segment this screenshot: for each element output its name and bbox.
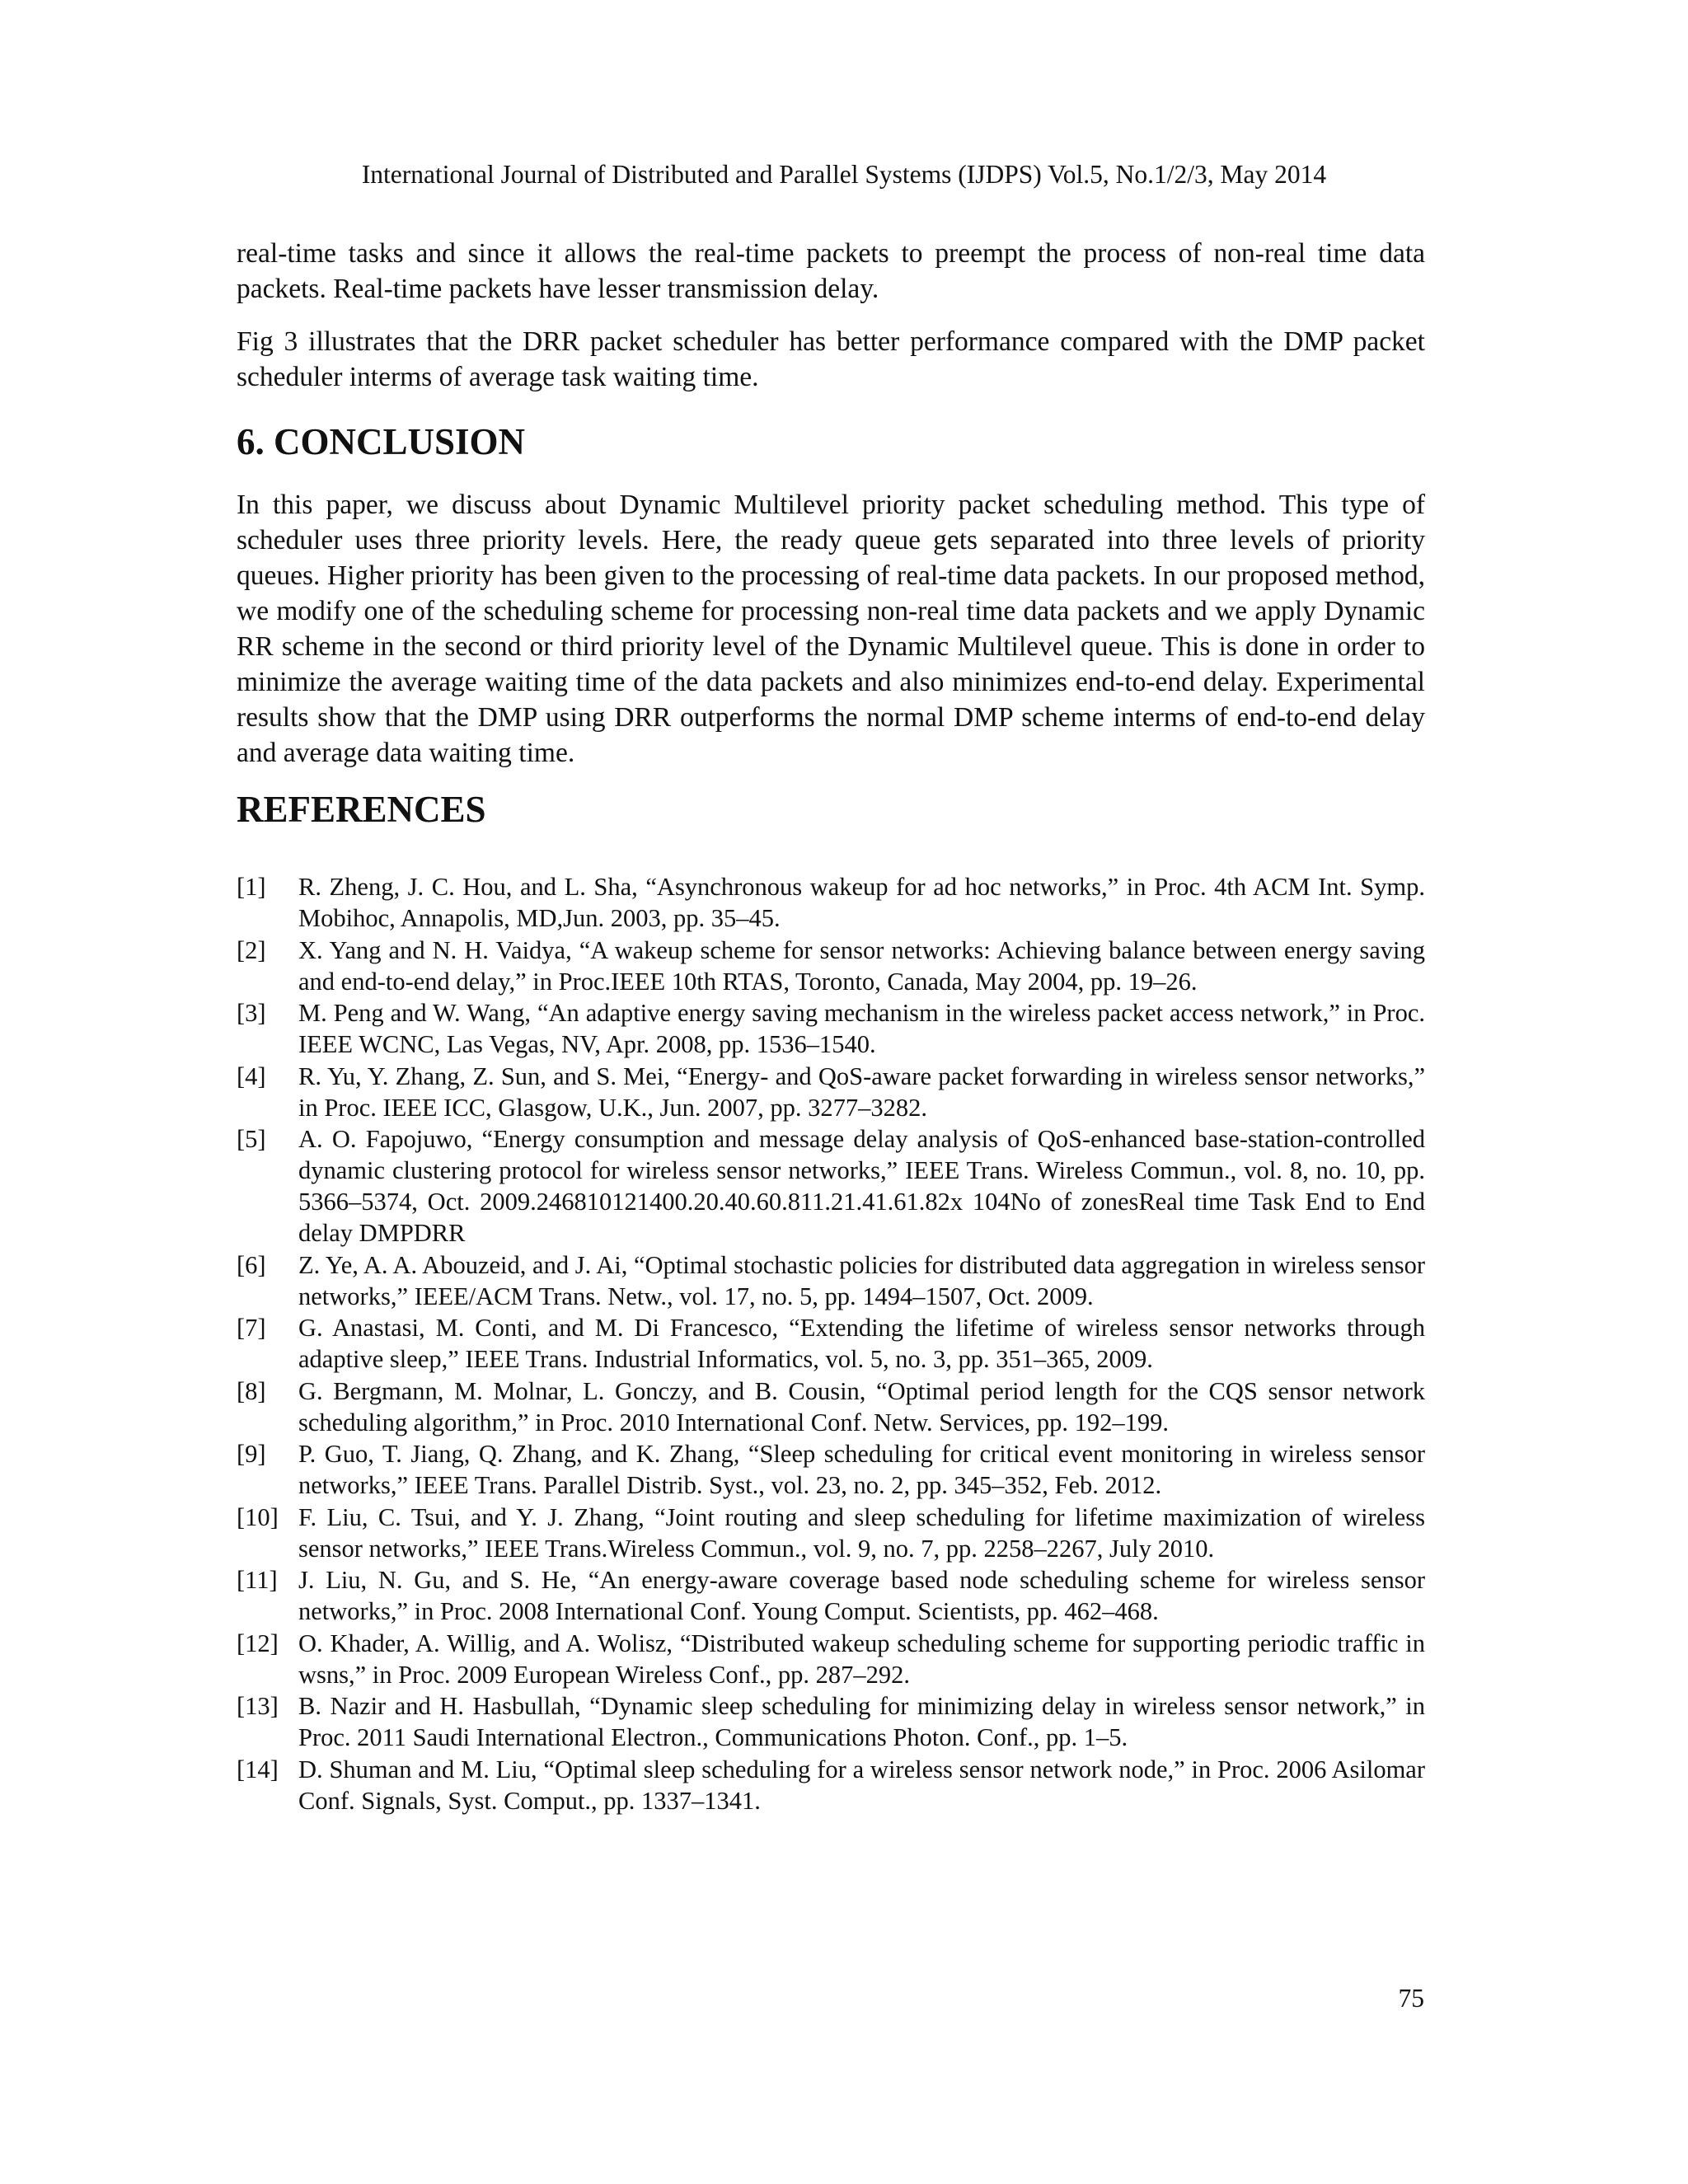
paragraph-text: real-time tasks and since it allows the real-time packets to preempt the process of non-real time data packets. Real-time packets have lesser transmission delay.	[237, 238, 1425, 304]
reference-item	[237, 1754, 1425, 1816]
reference-item	[237, 1249, 1425, 1312]
reference-text: F. Liu, C. Tsui, and Y. J. Zhang, “Joint routing and sleep scheduling for lifetime maximization of wireless sensor networks,” IEEE Trans.Wireless Commun., vol. 9, no. 7, pp. 2258–2267, July 2010.	[298, 1502, 1425, 1563]
reference-item	[237, 1564, 1425, 1627]
reference-text: G. Bergmann, M. Molnar, L. Gonczy, and B. Cousin, “Optimal period length for the CQS sensor network scheduling algorithm,” in Proc. 2010 International Conf. Netw. Services, pp. 192–199.	[298, 1376, 1425, 1436]
paragraph-text: In this paper, we discuss about Dynamic Multilevel priority packet scheduling method. This type of scheduler uses three priority levels. Here, the ready queue gets separated into three levels of priority queues. Higher priority has been given to the processing of real-time data packets. In our proposed method, we modify one of the scheduling scheme for processing non-real time data packets and we apply Dynamic RR scheme in the second or third priority level of the Dynamic Multilevel queue. This is done in order to minimize the average waiting time of the data packets and also minimizes end-to-end delay. Experimental results show that the DMP using DRR outperforms the normal DMP scheme interms of end-to-end delay and average data waiting time.	[237, 490, 1425, 768]
paragraph-text: Fig 3 illustrates that the DRR packet scheduler has better performance compared with the DMP packet scheduler interms of average task waiting time.	[237, 326, 1425, 392]
page-number: 75	[1398, 1984, 1424, 2013]
conclusion-section	[237, 419, 1425, 465]
reference-item	[237, 1376, 1425, 1438]
reference-list	[237, 871, 1425, 1816]
reference-text: B. Nazir and H. Hasbullah, “Dynamic sleep scheduling for minimizing delay in wireless sensor network,” in Proc. 2011 Saudi International Electron., Communications Photon. Conf., pp. 1–5.	[298, 1692, 1425, 1751]
reference-text: J. Liu, N. Gu, and S. He, “An energy-aware coverage based node scheduling scheme for wireless sensor networks,” in Proc. 2008 International Conf. Young Comput. Scientists, pp. 462–468.	[298, 1566, 1425, 1625]
reference-text: X. Yang and N. H. Vaidya, “A wakeup scheme for sensor networks: Achieving balance between energy saving and end-to-end delay,” in Proc.IEEE 10th RTAS, Toronto, Canada, May 2004, pp. 19–26.	[298, 935, 1425, 996]
reference-text: G. Anastasi, M. Conti, and M. Di Francesco, “Extending the lifetime of wireless sensor networks through adaptive sleep,” IEEE Trans. Industrial Informatics, vol. 5, no. 3, pp. 351–365, 2009.	[298, 1314, 1425, 1373]
reference-number: [6]	[237, 1250, 266, 1279]
reference-item	[237, 1061, 1425, 1123]
reference-text: R. Yu, Y. Zhang, Z. Sun, and S. Mei, “Energy- and QoS-aware packet forwarding in wireless sensor networks,” in Proc. IEEE ICC, Glasgow, U.K., Jun. 2007, pp. 3277–3282.	[298, 1062, 1425, 1122]
reference-number: [4]	[237, 1062, 266, 1090]
reference-number: [11]	[237, 1566, 278, 1594]
conclusion-body	[237, 487, 1425, 771]
reference-text: R. Zheng, J. C. Hou, and L. Sha, “Asynchronous wakeup for ad hoc networks,” in Proc. 4th ACM Int. Symp. Mobihoc, Annapolis, MD,Jun. 2003, pp. 35–45.	[298, 873, 1425, 932]
references-section	[237, 786, 1425, 832]
reference-number: [8]	[237, 1376, 266, 1405]
reference-number: [13]	[237, 1692, 279, 1720]
section-heading: 6. CONCLUSION	[237, 421, 526, 462]
reference-number: [12]	[237, 1629, 279, 1657]
reference-number: [3]	[237, 999, 266, 1027]
reference-text: P. Guo, T. Jiang, Q. Zhang, and K. Zhang, “Sleep scheduling for critical event monitoring in wireless sensor networks,” IEEE Trans. Parallel Distrib. Syst., vol. 23, no. 2, pp. 345–352, Feb. 2012.	[298, 1440, 1425, 1499]
reference-number: [1]	[237, 873, 266, 901]
reference-item	[237, 997, 1425, 1060]
figure-discussion-paragraph	[237, 324, 1425, 395]
reference-number: [5]	[237, 1125, 266, 1153]
reference-item	[237, 871, 1425, 934]
reference-text: M. Peng and W. Wang, “An adaptive energy saving mechanism in the wireless packet access network,” in Proc. IEEE WCNC, Las Vegas, NV, Apr. 2008, pp. 1536–1540.	[298, 999, 1425, 1058]
reference-item	[237, 1502, 1425, 1564]
reference-number: [10]	[237, 1502, 279, 1531]
reference-number: [14]	[237, 1755, 279, 1783]
reference-text: O. Khader, A. Willig, and A. Wolisz, “Distributed wakeup scheduling scheme for supporting periodic traffic in wsns,” in Proc. 2009 European Wireless Conf., pp. 287–292.	[298, 1629, 1425, 1689]
reference-item	[237, 1123, 1425, 1249]
reference-item	[237, 935, 1425, 997]
reference-item	[237, 1628, 1425, 1690]
reference-item	[237, 1438, 1425, 1501]
reference-number: [7]	[237, 1314, 266, 1342]
reference-number: [9]	[237, 1440, 266, 1468]
reference-item	[237, 1312, 1425, 1375]
running-header: International Journal of Distributed and Parallel Systems (IJDPS) Vol.5, No.1/2/3, May 2014	[361, 160, 1327, 189]
reference-text: A. O. Fapojuwo, “Energy consumption and message delay analysis of QoS-enhanced base-station-controlled dynamic clustering protocol for wireless sensor networks,” IEEE Trans. Wireless Commun., vol. 8, no. 10, pp. 5366–5374, Oct. 2009.246810121400.20.40.60.811.21.41.61.82x 104No of zonesReal time Task End to End delay DMPDRR	[298, 1125, 1425, 1247]
section-heading: REFERENCES	[237, 789, 486, 830]
reference-number: [2]	[237, 935, 266, 964]
continuation-paragraph	[237, 236, 1425, 307]
reference-text: D. Shuman and M. Liu, “Optimal sleep scheduling for a wireless sensor network node,” in Proc. 2006 Asilomar Conf. Signals, Syst. Comput., pp. 1337–1341.	[298, 1755, 1425, 1815]
reference-item	[237, 1690, 1425, 1753]
reference-text: Z. Ye, A. A. Abouzeid, and J. Ai, “Optimal stochastic policies for distributed data aggregation in wireless sensor networks,” IEEE/ACM Trans. Netw., vol. 17, no. 5, pp. 1494–1507, Oct. 2009.	[298, 1250, 1425, 1310]
